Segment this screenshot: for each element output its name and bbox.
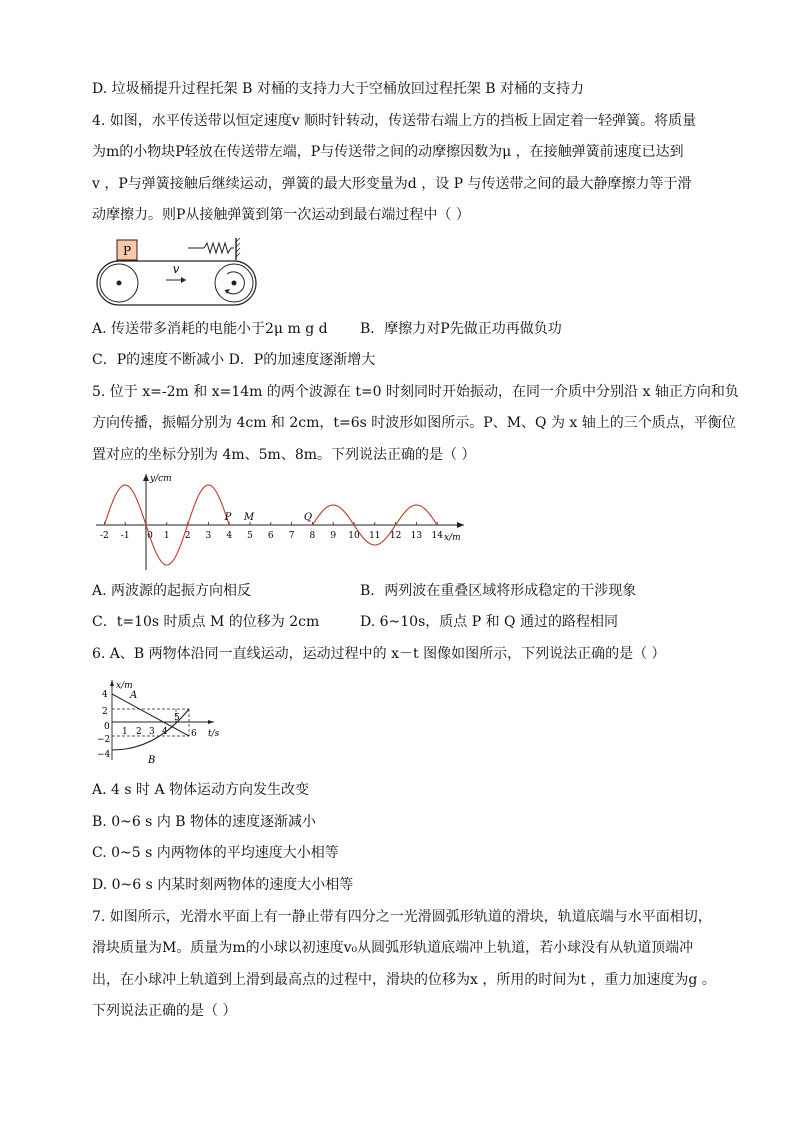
q7-line-2: 滑块质量为M。质量为m的小球以初速度v₀从圆弧形轨道底端冲上轨道，若小球没有从轨道顶端冲: [92, 940, 694, 956]
ttick-3: 3: [149, 727, 155, 737]
mark-5: 5: [174, 713, 180, 723]
x-tick-label: 7: [288, 531, 295, 541]
conveyor-figure: [96, 236, 266, 308]
q6-option-d: D. 0~6 s 内某时刻两物体的速度大小相等: [92, 877, 354, 893]
xt-figure: [96, 676, 226, 766]
ytick-neg2: −2: [97, 735, 111, 745]
q5-line-3: 置对应的坐标分别为 4m、5m、8m。下列说法正确的是（ ）: [92, 447, 476, 463]
x-tick-label: 5: [247, 531, 253, 541]
q6-option-a: A. 4 s 时 A 物体运动方向发生改变: [92, 782, 310, 798]
q4-line-1: 4. 如图，水平传送带以恒定速度v 顺时针转动，传送带右端上方的挡板上固定着一轻弹簧。将质量: [92, 113, 697, 129]
wave-figure: [94, 470, 474, 575]
ttick-4: 4: [162, 727, 168, 737]
ytick-0: 0: [104, 722, 110, 732]
series-a-label: A: [130, 690, 138, 701]
x-tick-label: 13: [410, 531, 423, 541]
x-tick-label: -2: [100, 531, 109, 541]
q5-option-b: B．两列波在重叠区域将形成稳定的干涉现象: [360, 583, 637, 599]
q6-line-1: 6. A、B 两物体沿同一直线运动，运动过程中的 x－t 图像如图所示，下列说法正确的是（ ）: [92, 646, 666, 662]
ttick-1: 1: [122, 727, 128, 737]
q6-option-b: B. 0~6 s 内 B 物体的速度逐渐减小: [92, 814, 317, 830]
ttick-2: 2: [136, 727, 142, 737]
q5-option-d: D. 6~10s，质点 P 和 Q 通过的路程相同: [360, 614, 618, 630]
q4-option-cd: C．P的速度不断减小 D．P的加速度逐渐增大: [92, 352, 376, 368]
q7-line-4: 下列说法正确的是（ ）: [92, 1003, 237, 1019]
x-tick-label: -1: [120, 531, 130, 541]
spring: [204, 243, 234, 253]
x-tick-label: 12: [389, 531, 402, 541]
point-m-label: M: [243, 512, 255, 523]
x-tick-label: 3: [205, 531, 212, 541]
q4-option-b: B．摩擦力对P先做正功再做负功: [360, 321, 562, 337]
x-tick-label: 4: [226, 531, 233, 541]
point-q-label: Q: [303, 512, 313, 523]
x-tick-label: 8: [309, 531, 316, 541]
q7-line-3: 出，在小球冲上轨道到上滑到最高点的过程中，滑块的位移为x ，所用的时间为t ，重力加速度为g 。: [92, 972, 716, 988]
x-tick-label: 14: [431, 531, 443, 541]
q7-line-1: 7. 如图所示，光滑水平面上有一静止带有四分之一光滑圆弧形轨道的滑块，轨道底端与水平面相切，: [92, 909, 712, 925]
x-tick-label: 0: [147, 531, 153, 541]
series-b-label: B: [148, 755, 156, 766]
q4-line-2: 为m的小物块P轻放在传送带左端，P与传送带之间的动摩擦因数为μ ，在接触弹簧前速度已达到: [92, 144, 684, 160]
q5-line-2: 方向传播，振幅分别为 4cm 和 2cm，t=6s 时波形如图所示。P、M、Q 为 x 轴上的三个质点，平衡位: [92, 415, 736, 431]
x-axis-label-6: x/m: [116, 681, 133, 691]
point-p-label: P: [224, 512, 232, 523]
ytick-neg4: −4: [97, 750, 111, 760]
x-tick-label: 1: [163, 531, 170, 541]
q6-option-c: C. 0~5 s 内两物体的平均速度大小相等: [92, 845, 339, 861]
velocity-label: v: [172, 262, 180, 276]
x-tick-label: 10: [348, 531, 360, 541]
t-axis-label: t/s: [208, 729, 220, 739]
x-tick-label: 6: [267, 531, 274, 541]
q4-option-a: A. 传送带多消耗的电能小于2μ m g d: [92, 321, 328, 337]
x-axis-label: x/m: [444, 533, 461, 543]
x-tick-label: 11: [369, 531, 381, 541]
q5-line-1: 5. 位于 x=-2m 和 x=14m 的两个波源在 t=0 时刻同时开始振动，在同一介质中分别沿 x 轴正方向和负: [92, 384, 739, 400]
ytick-2: 2: [102, 707, 108, 717]
q5-option-c: C．t=10s 时质点 M 的位移为 2cm: [92, 614, 320, 630]
q4-line-3: v ，P与弹簧接触后继续运动，弹簧的最大形变量为d ，设 P 与传送带之间的最大静摩擦力等于滑: [92, 176, 692, 192]
x-tick-label: 2: [184, 531, 191, 541]
mark-6: 6: [191, 729, 197, 739]
y-axis-label: y/cm: [150, 474, 172, 484]
x-tick-label: 9: [330, 531, 337, 541]
q4-line-4: 动摩擦力。则P从接触弹簧到第一次运动到最右端过程中（ ）: [92, 207, 470, 223]
ytick-4: 4: [102, 690, 108, 700]
block-p-label: P: [122, 244, 132, 258]
q5-option-a: A. 两波源的起振方向相反: [92, 583, 252, 599]
option-d-prev: D. 垃圾桶提升过程托架 B 对桶的支持力大于空桶放回过程托架 B 对桶的支持力: [92, 81, 585, 97]
